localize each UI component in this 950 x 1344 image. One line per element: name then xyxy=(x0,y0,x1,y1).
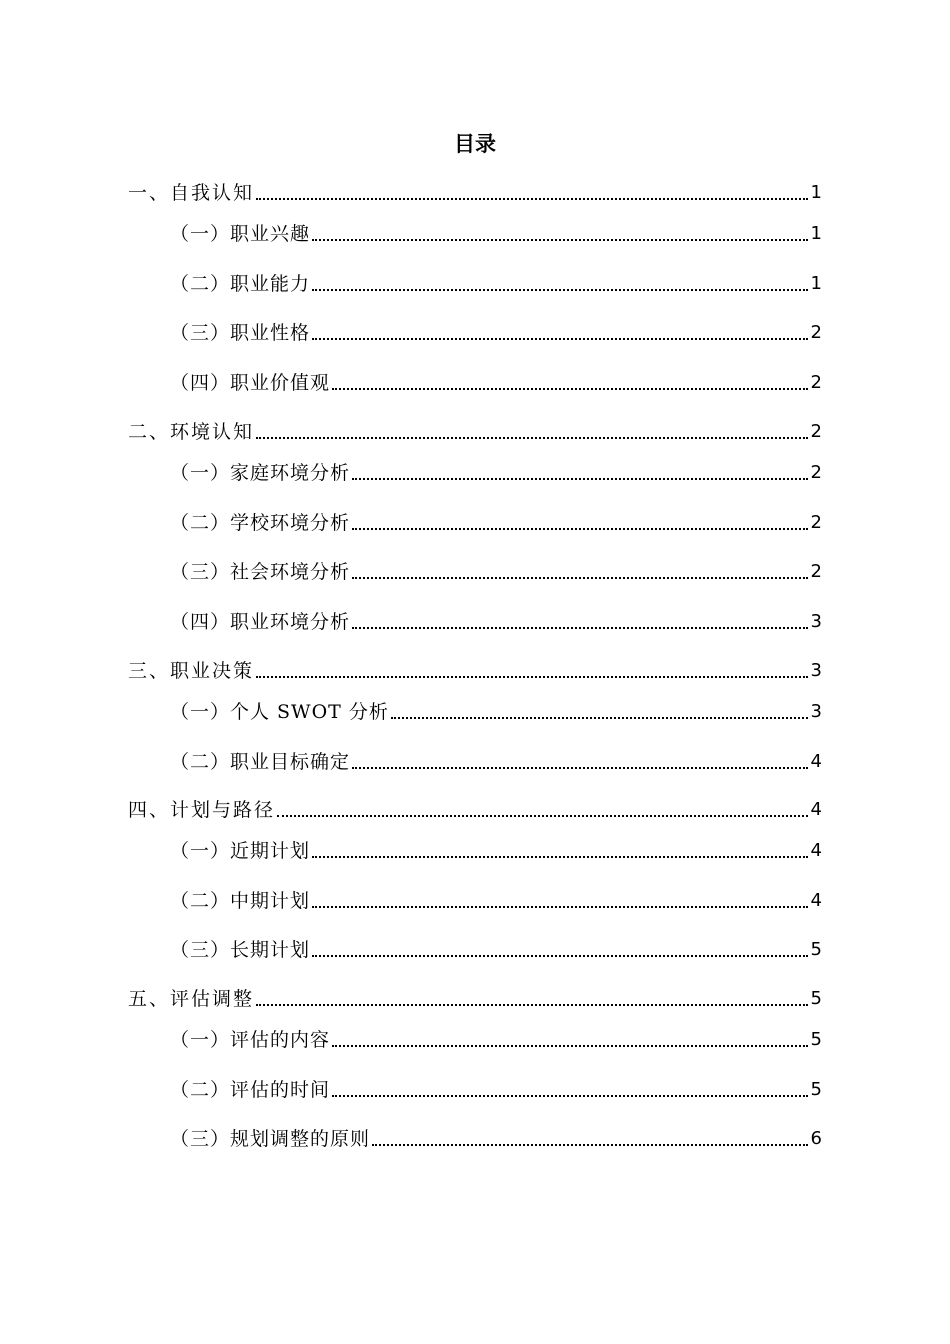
toc-leader xyxy=(312,338,808,340)
toc-entry-label: （一）近期计划 xyxy=(170,840,311,862)
toc-entry[interactable] xyxy=(170,508,822,538)
toc-entry-page: 1 xyxy=(810,273,822,294)
toc-entry-page: 5 xyxy=(810,988,822,1009)
toc-leader xyxy=(312,906,808,908)
toc-leader xyxy=(352,577,808,579)
toc-entry-page: 2 xyxy=(810,512,822,533)
toc-entry[interactable] xyxy=(128,984,822,1014)
toc-entry-label: 三、职业决策 xyxy=(128,660,255,682)
toc-entry-label: （二）职业能力 xyxy=(170,273,311,295)
toc-leader xyxy=(312,856,808,858)
toc-entry[interactable] xyxy=(170,747,822,777)
toc-entry-label: （三）社会环境分析 xyxy=(170,561,351,583)
toc-leader xyxy=(312,289,808,291)
toc-entry-page: 1 xyxy=(810,223,822,244)
toc-entry-page: 2 xyxy=(810,561,822,582)
toc-entry[interactable] xyxy=(128,795,822,825)
toc-entry[interactable] xyxy=(170,219,822,249)
toc-entry[interactable] xyxy=(170,935,822,965)
toc-entry-page: 5 xyxy=(810,1029,822,1050)
toc-entry-label: （二）评估的时间 xyxy=(170,1079,331,1101)
toc-leader xyxy=(352,528,808,530)
toc-entry-label: 五、评估调整 xyxy=(128,988,255,1010)
toc-leader xyxy=(256,676,808,678)
toc-leader xyxy=(352,478,808,480)
toc-entry[interactable] xyxy=(170,368,822,398)
toc-leader xyxy=(277,815,808,817)
toc-entry[interactable] xyxy=(170,607,822,637)
toc-entry-label: （一）评估的内容 xyxy=(170,1029,331,1051)
toc-entry-page: 5 xyxy=(810,1079,822,1100)
toc-entry-label: （一）家庭环境分析 xyxy=(170,462,351,484)
toc-entry-label: （一）职业兴趣 xyxy=(170,223,311,245)
toc-leader xyxy=(312,955,808,957)
toc-entry[interactable] xyxy=(128,417,822,447)
toc-entry-page: 4 xyxy=(810,840,822,861)
toc-entry-page: 2 xyxy=(810,372,822,393)
toc-entry[interactable] xyxy=(170,1075,822,1105)
toc-entry-page: 2 xyxy=(810,462,822,483)
toc-leader xyxy=(372,1144,808,1146)
toc-leader xyxy=(256,437,808,439)
toc-entry-page: 4 xyxy=(810,890,822,911)
toc-entry-label: （三）规划调整的原则 xyxy=(170,1128,371,1150)
toc-entry-page: 4 xyxy=(810,751,822,772)
toc-leader xyxy=(312,239,808,241)
toc-leader xyxy=(352,767,808,769)
toc-entry[interactable] xyxy=(170,836,822,866)
toc-entry-label: （三）职业性格 xyxy=(170,322,311,344)
toc-entry-page: 5 xyxy=(810,939,822,960)
toc-entry[interactable] xyxy=(170,557,822,587)
toc-leader xyxy=(332,388,808,390)
toc-leader xyxy=(332,1045,808,1047)
toc-entry-label: （三）长期计划 xyxy=(170,939,311,961)
toc-entry-page: 2 xyxy=(810,322,822,343)
toc-entry-page: 2 xyxy=(810,421,822,442)
toc-entry-label: （四）职业环境分析 xyxy=(170,611,351,633)
toc-leader xyxy=(391,717,808,719)
toc-entry-label: （二）职业目标确定 xyxy=(170,751,351,773)
toc-entry[interactable] xyxy=(170,697,822,727)
toc-entry-page: 3 xyxy=(810,660,822,681)
toc-entry[interactable] xyxy=(128,656,822,686)
toc-entry-page: 1 xyxy=(810,182,822,203)
toc-entry[interactable] xyxy=(170,269,822,299)
toc-entry-label: （二）学校环境分析 xyxy=(170,512,351,534)
toc-entry-label: 二、环境认知 xyxy=(128,421,255,443)
toc-entry-page: 4 xyxy=(810,799,822,820)
toc-entry-page: 3 xyxy=(810,701,822,722)
toc-leader xyxy=(256,198,808,200)
toc-entry[interactable] xyxy=(170,458,822,488)
toc-entry[interactable] xyxy=(128,178,822,208)
toc-entry[interactable] xyxy=(170,1124,822,1154)
toc-entry-label: （二）中期计划 xyxy=(170,890,311,912)
toc-entry-label: （一）个人 SWOT 分析 xyxy=(170,701,389,723)
toc-entry[interactable] xyxy=(170,318,822,348)
toc-entry-label: （四）职业价值观 xyxy=(170,372,331,394)
toc-leader xyxy=(256,1004,808,1006)
toc-title: 目录 xyxy=(454,132,496,156)
toc-entry[interactable] xyxy=(170,886,822,916)
toc-entry[interactable] xyxy=(170,1025,822,1055)
toc-entry-label: 四、计划与路径 xyxy=(128,799,276,821)
toc-entry-page: 3 xyxy=(810,611,822,632)
toc-leader xyxy=(352,627,808,629)
toc-entry-page: 6 xyxy=(810,1128,822,1149)
toc-entry-label: 一、自我认知 xyxy=(128,182,255,204)
toc-leader xyxy=(332,1095,808,1097)
